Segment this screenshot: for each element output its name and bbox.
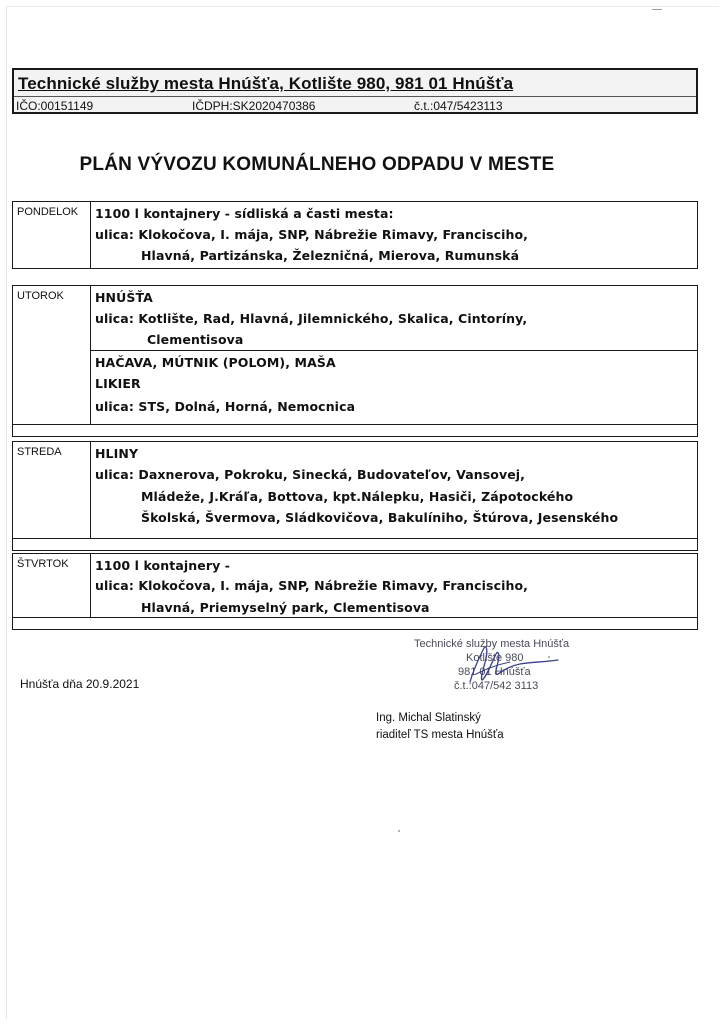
row-band — [13, 617, 697, 629]
row-band — [13, 424, 697, 436]
day-label-streda: STREDA — [17, 446, 62, 458]
day-block-pondelok — [12, 201, 698, 269]
signer-role: riaditeľ TS mesta Hnúšťa — [376, 729, 504, 741]
schedule-line: Školská, Švermova, Sládkovičova, Bakulíniho, Štúrova, Jesenského — [141, 510, 619, 525]
schedule-line: HAČAVA, MÚTNIK (POLOM), MAŠA — [95, 355, 336, 370]
company-ico: IČO:00151149 — [16, 99, 94, 113]
day-label-utorok: UTOROK — [17, 290, 64, 302]
schedule-line: Hlavná, Partizánska, Železničná, Mierova, Rumunská — [141, 248, 520, 263]
schedule-line: 1100 l kontajnery - sídliská a časti mesta: — [95, 206, 394, 221]
row-band — [13, 538, 697, 550]
day-block-utorok — [12, 285, 698, 437]
day-label-stvrtok: ŠTVRTOK — [17, 558, 69, 570]
schedule-line: ulica: Kotlište, Rad, Hlavná, Jilemnického, Skalica, Cintoríny, — [95, 311, 528, 326]
stamp-line: č.t.:047/542 3113 — [454, 680, 539, 692]
scan-speck — [652, 9, 662, 10]
schedule-line: 1100 l kontajnery - — [95, 558, 231, 573]
scan-speck — [548, 656, 550, 658]
stamp-line: 981 01 Hnúšťa — [458, 666, 531, 678]
handwritten-signature — [440, 638, 570, 694]
company-phone: č.t.:047/5423113 — [414, 99, 503, 113]
schedule-line: LIKIER — [95, 376, 141, 391]
company-icdph: IČDPH:SK2020470386 — [192, 99, 316, 113]
day-block-streda — [12, 441, 698, 551]
document-date: Hnúšťa dňa 20.9.2021 — [20, 677, 140, 691]
schedule-line: HLINY — [95, 446, 139, 461]
scan-speck — [398, 830, 400, 832]
schedule-line: ulica: Klokočova, I. mája, SNP, Nábrežie Rimavy, Francisciho, — [95, 227, 529, 242]
schedule-line: HNÚŠŤA — [95, 290, 153, 305]
schedule-line: ulica: Daxnerova, Pokroku, Sinecká, Budovateľov, Vansovej, — [95, 467, 526, 482]
row-divider — [91, 350, 697, 351]
schedule-line: Hlavná, Priemyselný park, Clementisova — [141, 600, 430, 615]
header-divider — [14, 96, 696, 97]
schedule-line: Mládeže, J.Kráľa, Bottova, kpt.Nálepku, Hasiči, Zápotockého — [141, 489, 574, 504]
stamp-line: Technické služby mesta Hnúšťa — [414, 638, 570, 650]
day-label-pondelok: PONDELOK — [17, 206, 79, 218]
stamp-line: Kotlište 980 — [466, 652, 524, 664]
schedule-line: ulica: STS, Dolná, Horná, Nemocnica — [95, 399, 356, 414]
day-block-stvrtok — [12, 553, 698, 630]
schedule-line: Clementisova — [147, 332, 244, 347]
company-title: Technické služby mesta Hnúšťa, Kotlište 980, 981 01 Hnúšťa — [18, 74, 514, 93]
day-column — [13, 202, 91, 268]
day-column — [13, 554, 91, 617]
schedule-line: ulica: Klokočova, I. mája, SNP, Nábrežie Rimavy, Francisciho, — [95, 578, 529, 593]
company-header — [12, 68, 698, 114]
document-title: PLÁN VÝVOZU KOMUNÁLNEHO ODPADU V MESTE — [79, 154, 555, 175]
day-column — [13, 442, 91, 538]
day-column — [13, 286, 91, 424]
signer-name: Ing. Michal Slatinský — [376, 712, 481, 724]
